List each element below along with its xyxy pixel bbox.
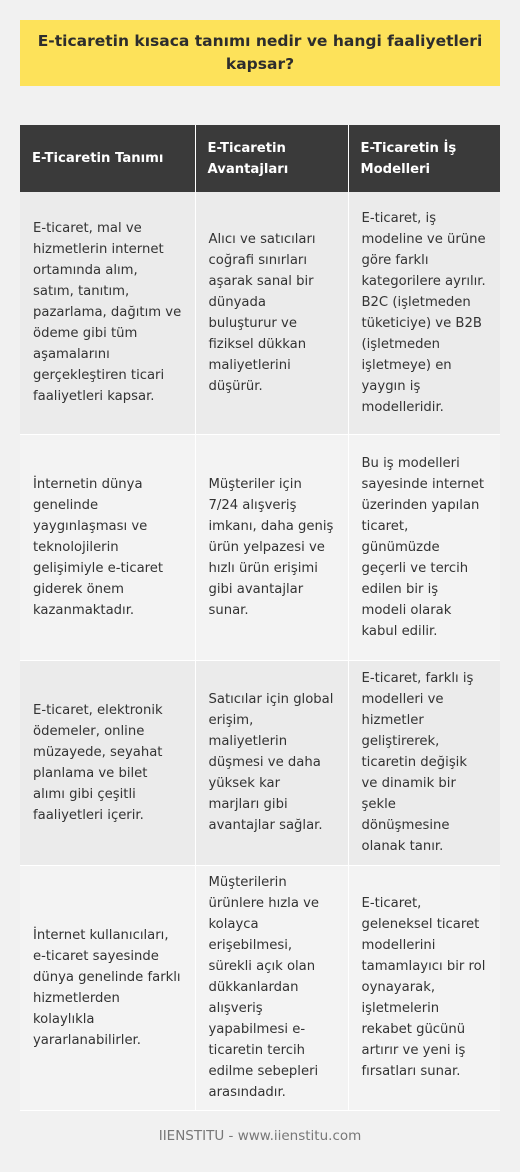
column-header-business-models: E-Ticaretin İş Modelleri (348, 125, 500, 192)
table-row (20, 434, 500, 660)
table-cell: Satıcılar için global erişim, maliyetlerin düşmesi ve daha yüksek kar marjları gibi avantajlar sağlar. (195, 660, 348, 865)
table-row (20, 192, 500, 434)
column-header-advantages: E-Ticaretin Avantajları (195, 125, 348, 192)
title-banner (20, 20, 500, 86)
table-row (20, 660, 500, 865)
table-cell: İnternetin dünya genelinde yaygınlaşması ve teknolojilerin gelişimiyle e-ticaret giderek önem kazanmaktadır. (20, 434, 195, 660)
table-cell: Müşterilerin ürünlere hızla ve kolayca erişebilmesi, sürekli açık olan dükkanlardan alışveriş yapabilmesi e-ticaretin tercih edilme sebepleri arasındadır. (195, 865, 348, 1110)
table-cell: Alıcı ve satıcıları coğrafi sınırları aşarak sanal bir dünyada buluşturur ve fiziksel dükkan maliyetlerini düşürür. (195, 192, 348, 434)
column-header-definition: E-Ticaretin Tanımı (20, 125, 195, 192)
table-cell: E-ticaret, farklı iş modelleri ve hizmetler geliştirerek, ticaretin değişik ve dinamik bir şekle dönüşmesine olanak tanır. (348, 660, 500, 865)
table-row (20, 865, 500, 1110)
table-cell: Bu iş modelleri sayesinde internet üzerinden yapılan ticaret, günümüzde geçerli ve tercih edilen bir iş modeli olarak kabul edilir. (348, 434, 500, 660)
table-cell: E-ticaret, elektronik ödemeler, online müzayede, seyahat planlama ve bilet alımı gibi çeşitli faaliyetleri içerir. (20, 660, 195, 865)
comparison-table (20, 125, 500, 1111)
table-cell: E-ticaret, mal ve hizmetlerin internet ortamında alım, satım, tanıtım, pazarlama, dağıtım ve ödeme gibi tüm aşamalarını gerçekleştiren ticari faaliyetleri kapsar. (20, 192, 195, 434)
table-cell: İnternet kullanıcıları, e-ticaret sayesinde dünya genelinde farklı hizmetlerden kolaylıkla yararlanabilirler. (20, 865, 195, 1110)
table-cell: Müşteriler için 7/24 alışveriş imkanı, daha geniş ürün yelpazesi ve hızlı ürün erişimi gibi avantajlar sunar. (195, 434, 348, 660)
table-cell: E-ticaret, geleneksel ticaret modellerini tamamlayıcı bir rol oynayarak, işletmelerin rekabet gücünü artırır ve yeni iş fırsatları sunar. (348, 865, 500, 1110)
footer-credit: IIENSTITU - www.iienstitu.com (158, 1128, 362, 1144)
page-title: E-ticaretin kısaca tanımı nedir ve hangi faaliyetleri kapsar? (37, 32, 483, 73)
table-cell: E-ticaret, iş modeline ve ürüne göre farklı kategorilere ayrılır. B2C (işletmeden tüketiciye) ve B2B (işletmeden işletmeye) en yaygın iş modelleridir. (348, 192, 500, 434)
table-header-row (20, 125, 500, 192)
